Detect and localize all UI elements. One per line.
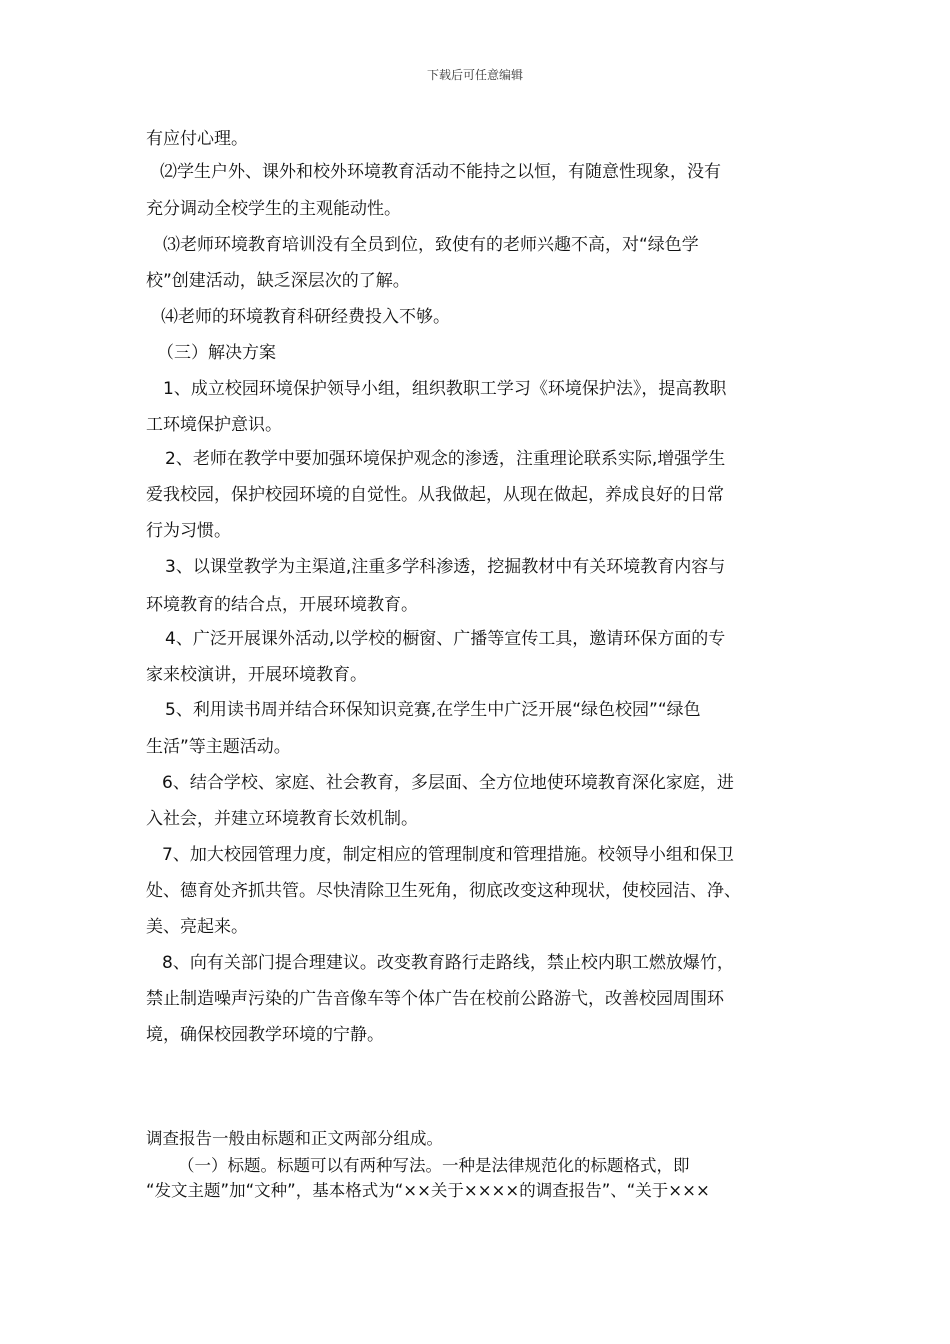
page-header: 下载后可任意编辑 (426, 68, 523, 82)
section-heading: （三）解决方案 (157, 343, 276, 363)
paragraph-line: 美、亮起来。 (146, 917, 248, 937)
paragraph-line: 入社会，并建立环境教育长效机制。 (146, 809, 418, 829)
paragraph-line: 6、结合学校、家庭、社会教育，多层面、全方位地使环境教育深化家庭，进 (162, 773, 734, 793)
paragraph-line: 1、成立校园环境保护领导小组，组织教职工学习《环境保护法》，提高教职 (163, 379, 727, 399)
paragraph-line: 充分调动全校学生的主观能动性。 (146, 199, 401, 219)
paragraph-line: 5、利用读书周并结合环保知识竞赛,在学生中广泛开展“绿色校园”“绿色 (165, 700, 701, 720)
report-line: “发文主题”加“文种”，基本格式为“××关于××××的调查报告”、“关于××× (146, 1181, 710, 1200)
paragraph-line: 8、向有关部门提合理建议。改变教育路行走路线，禁止校内职工燃放爆竹， (162, 953, 734, 973)
paragraph-line: ⑶老师环境教育培训没有全员到位，致使有的老师兴趣不高，对“绿色学 (163, 235, 699, 255)
paragraph-line: 7、加大校园管理力度，制定相应的管理制度和管理措施。校领导小组和保卫 (162, 845, 734, 865)
paragraph-line: 处、德育处齐抓共管。尽快清除卫生死角，彻底改变这种现状，使校园洁、净、 (146, 881, 741, 901)
paragraph-line: 爱我校园，保护校园环境的自觉性。从我做起，从现在做起，养成良好的日常 (146, 485, 724, 505)
paragraph-line: 境，确保校园教学环境的宁静。 (146, 1025, 384, 1045)
paragraph-line: 家来校演讲，开展环境教育。 (146, 665, 367, 685)
paragraph-line: 3、以课堂教学为主渠道,注重多学科渗透，挖掘教材中有关环境教育内容与 (165, 557, 726, 577)
report-line: （一）标题。标题可以有两种写法。一种是法律规范化的标题格式，即 (178, 1156, 690, 1175)
paragraph-line: 行为习惯。 (146, 521, 231, 541)
paragraph-line: 工环境保护意识。 (146, 415, 282, 435)
paragraph-line: 4、广泛开展课外活动,以学校的橱窗、广播等宣传工具，邀请环保方面的专 (165, 629, 726, 649)
report-line: 调查报告一般由标题和正文两部分组成。 (146, 1129, 443, 1148)
paragraph-line: ⑵学生户外、课外和校外环境教育活动不能持之以恒，有随意性现象，没有 (160, 162, 721, 182)
paragraph-line: 环境教育的结合点，开展环境教育。 (146, 595, 418, 615)
paragraph-line: 2、老师在教学中要加强环境保护观念的渗透，注重理论联系实际,增强学生 (165, 449, 726, 469)
paragraph-line: 禁止制造噪声污染的广告音像车等个体广告在校前公路游弋，改善校园周围环 (146, 989, 724, 1009)
paragraph-line: 生活”等主题活动。 (146, 737, 291, 757)
paragraph-line: ⑷老师的环境教育科研经费投入不够。 (161, 307, 450, 327)
paragraph-line: 有应付心理。 (146, 129, 248, 149)
paragraph-line: 校”创建活动，缺乏深层次的了解。 (146, 271, 410, 291)
